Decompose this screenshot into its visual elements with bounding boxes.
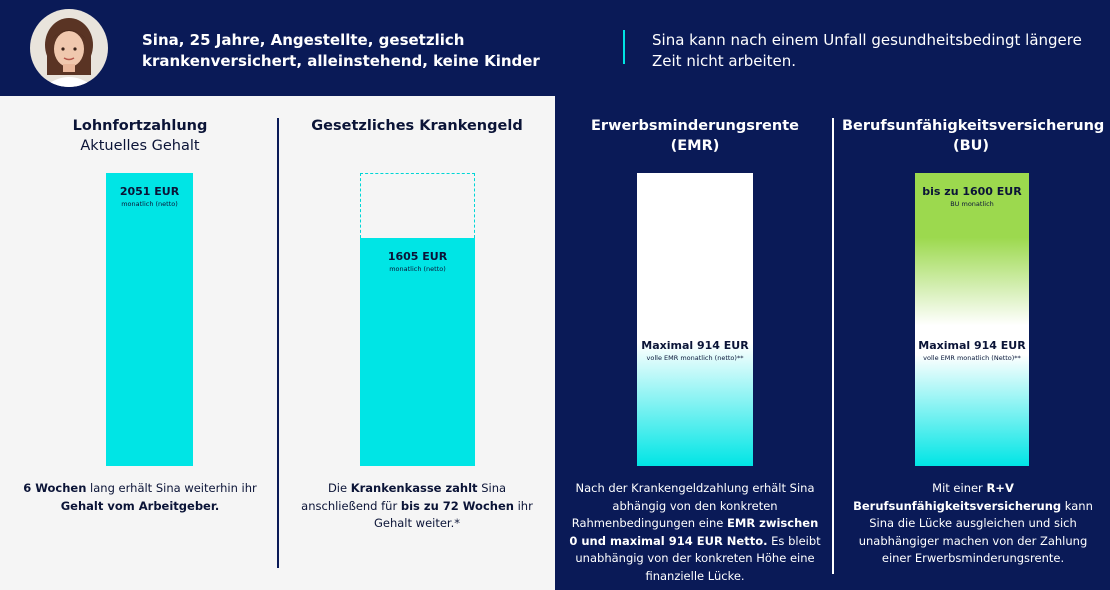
column-title: Lohnfortzahlung [72,118,208,134]
bar-top-caption: BU monatlich [950,200,994,208]
bar-caption: monatlich (netto) [121,200,178,208]
column-description [18,480,262,515]
desc-bold: Gehalt vom Arbeitgeber. [60,498,220,513]
column-title: Berufsunfähigkeitsversicherung (BU) [842,118,1105,154]
persona-description: Sina, 25 Jahre, Angestellte, gesetzlich krankenversichert, alleinstehend, keine Kinder [142,31,540,70]
column-description [568,480,822,585]
bar-amount: 2051 EUR [119,185,180,198]
bar-caption: volle EMR monatlich (Netto)** [923,354,1021,362]
desc-bold: Krankenkasse zahlt [350,481,478,495]
column-separator [832,118,834,574]
desc-text: kann Sina die Lücke ausgleichen und sich unabhängiger machen von der Zahlung einer Erwerbsminderungsrente. [858,498,1093,565]
desc-bold: bis zu 72 Wochen [400,498,514,513]
bar-top-amount: bis zu 1600 EUR [922,185,1022,198]
persona-portrait-image [30,9,108,87]
column-separator [277,118,279,568]
salary-bar [106,173,193,466]
column-description [298,480,536,533]
column-description [848,480,1098,568]
bar-caption: monatlich (netto) [389,265,446,273]
income-gap-outline [360,173,475,238]
bar-amount: Maximal 914 EUR [641,339,749,352]
desc-text: Sina anschließend für [301,481,507,513]
bar-caption: volle EMR monatlich (netto)** [646,354,744,362]
desc-text: lang erhält Sina weiterhin ihr [86,481,257,495]
desc-bold: EMR zwischen 0 und maximal 914 EUR Netto. [569,516,819,548]
situation-description: Sina kann nach einem Unfall gesundheitsbedingt längere Zeit nicht arbeiten. [652,31,1082,70]
bar-amount: Maximal 914 EUR [918,339,1026,352]
persona-avatar [30,9,108,87]
desc-text: Es bleibt unabhängig von der konkreten Höhe eine finanzielle Lücke. [575,533,821,583]
desc-text: Die [327,481,351,495]
column-title: Gesetzliches Krankengeld [311,118,523,134]
column-subtitle: Aktuelles Gehalt [80,138,200,154]
bar-amount: 1605 EUR [387,250,448,263]
header-divider [623,30,625,64]
column-title: Erwerbsminderungsrente (EMR) [591,118,799,154]
header-banner [0,0,1110,96]
pension-bar [637,173,753,466]
desc-bold: R+V Berufsunfähigkeitsversicherung [853,481,1062,513]
desc-text: ihr Gehalt weiter.* [373,498,533,530]
desc-bold: 6 Wochen [23,481,87,495]
desc-text: Nach der Krankengeldzahlung erhält Sina abhängig von den konkreten Rahmenbedingungen eine [571,481,815,530]
disability-insurance-bar [915,173,1029,466]
desc-text: Mit einer [932,481,987,495]
